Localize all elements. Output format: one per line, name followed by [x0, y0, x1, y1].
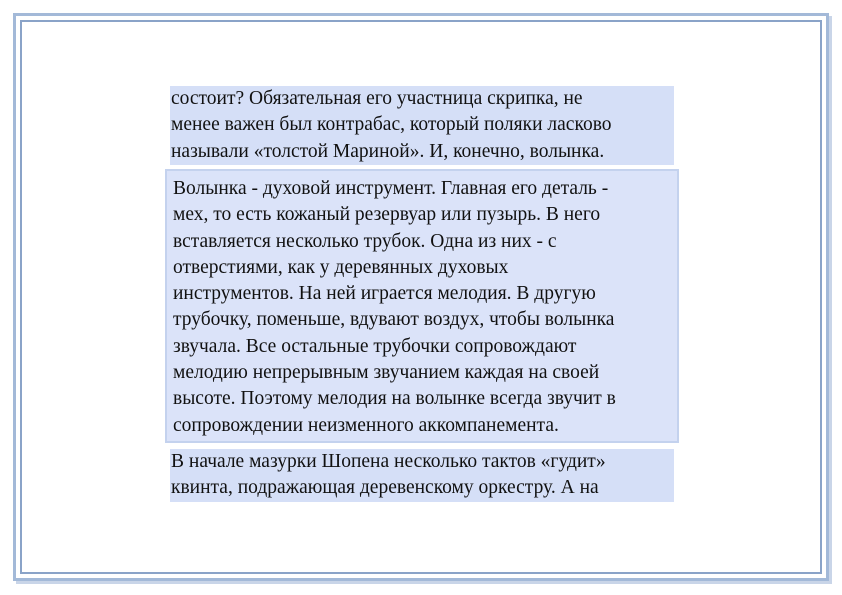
- text-line: состоит? Обязательная его участница скрипка, не: [171, 88, 583, 109]
- text-line: менее важен был контрабас, который поляки ласково: [171, 114, 612, 136]
- text-line: Волынка - духовой инструмент. Главная его деталь -: [173, 178, 609, 199]
- text-line: квинта, подражающая деревенскому оркестру. А на: [171, 477, 599, 499]
- text-line: сопровождении неизменного аккомпанемента.: [173, 414, 559, 436]
- text-line: звучала. Все остальные трубочки сопровождают: [173, 335, 577, 357]
- text-block-intro: [170, 86, 674, 165]
- text-line: высоте. Поэтому мелодия на волынке всегда звучит в: [173, 388, 616, 410]
- frame-shadow-bottom: [16, 581, 832, 584]
- text-line: инструментов. На ней играется мелодия. В другую: [173, 283, 596, 305]
- text-line: мелодию непрерывным звучанием каждая на своей: [173, 362, 600, 384]
- text-block-bagpipe[interactable]: [165, 169, 679, 443]
- text-line: трубочку, поменьше, вдувают воздух, чтобы волынка: [173, 309, 615, 331]
- text-line: отверстиями, как у деревянных духовых: [173, 256, 509, 278]
- frame-shadow-right: [829, 16, 832, 584]
- text-block-chopin: [170, 449, 674, 502]
- text-line: вставляется несколько трубок. Одна из них - с: [173, 230, 557, 252]
- text-line: мех, то есть кожаный резервуар или пузырь. В него: [173, 204, 601, 226]
- text-line: В начале мазурки Шопена несколько тактов «гудит»: [171, 451, 606, 472]
- text-line: называли «толстой Мариной». И, конечно, волынка.: [171, 140, 605, 162]
